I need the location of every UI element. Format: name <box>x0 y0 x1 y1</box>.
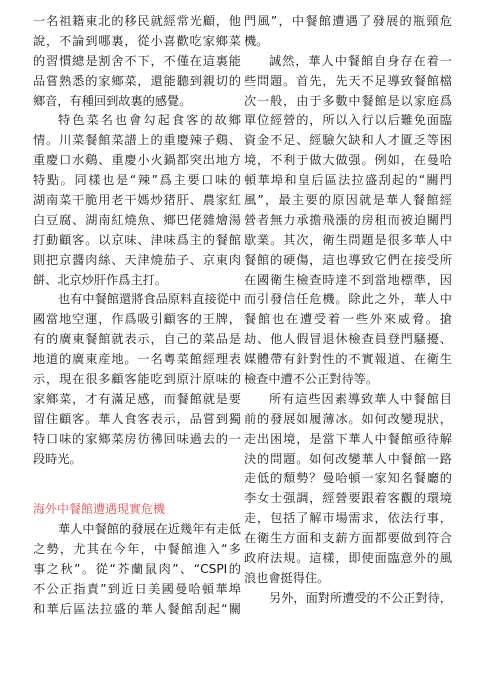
text-line: 走低的頹勢？曼哈頓一家知名餐廳的 <box>244 471 452 486</box>
text-line: 單位經營的，所以入行以后難免面臨 <box>244 113 452 128</box>
text-line: 華人中餐館的發展在近幾年有走低 <box>58 522 241 537</box>
text-line: 次一般，由于多數中餐館是以家庭爲 <box>244 93 452 108</box>
text-line: 之勢，尤其在今年，中餐館進入“多 <box>33 542 241 557</box>
text-line: 留住顧客。華人食客表示，品嘗到獨 <box>33 411 241 426</box>
text-line: 機。 <box>244 33 269 48</box>
text-line: 特色菜名也會勾起食客的故鄉 <box>58 113 241 128</box>
text-line: 一名祖籍東北的移民就經常光顧，他 <box>33 14 241 28</box>
text-line: 歇業。其次，衛生問題是很多華人中 <box>244 232 452 247</box>
text-line: 打動顧客。以京味、津味爲主的餐館 <box>33 232 241 247</box>
spacer <box>33 469 241 498</box>
text-line: 則把京醬肉絲、天津燒茄子、京東肉 <box>33 252 241 267</box>
text-line: 境，不利于做大做强。例如，在曼哈 <box>244 153 452 168</box>
text-line: 政府法規。這樣，即使面臨意外的風 <box>244 551 452 566</box>
text-line: 段時光。 <box>33 451 82 466</box>
text-line: 事之秋”。從“芥蘭鼠肉”、“CSPI的 <box>33 562 241 577</box>
text-line: 頓華埠和皇后區法拉盛刮起的“關門 <box>244 173 452 188</box>
text-line: 劫、他人假冒退休檢查員登門騷擾、 <box>244 332 452 347</box>
text-line: 所有這些因素導致華人中餐館目 <box>269 391 452 406</box>
text-line: 餐館也在遭受着一些外來威脅。搶 <box>244 312 452 327</box>
text-line: 和華后區法拉盛的華人餐館刮起“關 <box>33 601 241 616</box>
text-line: 說，不論到哪裏，從小喜歡吃家鄉菜 <box>33 33 241 48</box>
text-line: 前的發展如履薄冰。如何改變現狀， <box>244 411 452 426</box>
section-heading: 海外中餐館遭遇現實危機 <box>33 502 166 517</box>
text-line: 決的問題。如何改變華人中餐館一路 <box>244 451 452 466</box>
text-line: 誠然，華人中餐館自身存在着一 <box>269 53 452 68</box>
text-line: 也有中餐館還將食品原料直接從中 <box>58 292 241 307</box>
text-line: 走出困境，是當下華人中餐館亟待解 <box>244 431 452 446</box>
text-line: 湖南菜干脆用老干媽炒猪肝、農家紅 <box>33 193 241 208</box>
text-line: 風”，最主要的原因就是華人餐館經 <box>244 193 452 208</box>
text-line: 情。川菜餐館菜譜上的重慶辣子鷄、 <box>33 133 241 148</box>
text-line: 在國衛生檢查時達不到當地標準，因 <box>244 272 452 287</box>
text-line: 特點。同樣也是“辣”爲主要口味的 <box>33 173 241 188</box>
text-line: 門風”，中餐館遭遇了發展的瓶頸危 <box>244 14 452 28</box>
text-line: 特口味的家鄉菜房彷彿回味過去的一 <box>33 431 241 446</box>
text-line: 營者無力承擔飛漲的房租而被迫關門 <box>244 212 452 227</box>
text-line: 浪也會挺得住。 <box>244 570 330 585</box>
text-line: 媒體帶有針對性的不實報道、在衛生 <box>244 352 452 367</box>
text-line: 檢查中遭不公正對待等。 <box>244 372 379 387</box>
text-line: 國當地空運，作爲吸引顧客的王牌， <box>33 312 241 327</box>
text-line: 餐館的硬傷，這也導致它們在接受所 <box>244 252 452 267</box>
text-line: 品嘗熟悉的家鄉菜，還能聽到親切的 <box>33 73 241 88</box>
text-line: 在衛生方面和支薪方面都要做到符合 <box>244 531 452 546</box>
text-line: 重慶口水鷄、重慶小火鍋都突出地方 <box>33 153 241 168</box>
text-line: 些問題。首先，先天不足導致餐館檔 <box>244 73 452 88</box>
text-line: 走，包括了解市場需求，依法行事， <box>244 511 452 526</box>
text-line: 地道的廣東産地。一名粵菜館經理表 <box>33 352 241 367</box>
text-line: 的習慣總是割舍不下，不僅在這裏能 <box>33 53 241 68</box>
text-line: 資金不足、經驗欠缺和人才匱乏等困 <box>244 133 452 148</box>
text-line: 不公正指責”到近日美國曼哈頓華埠 <box>33 582 241 597</box>
text-line: 而引發信任危機。除此之外，華人中 <box>244 292 452 307</box>
right-column <box>244 12 452 609</box>
text-line: 家鄉菜，才有滿足感，而餐館就是要 <box>33 391 241 406</box>
text-line: 李女士强調，經營要跟着客觀的環境 <box>244 491 452 506</box>
left-column <box>33 12 241 620</box>
text-line: 示，現在很多顧客能吃到原汁原味的 <box>33 372 241 387</box>
text-line: 有的廣東餐館就表示，自己的菜品是 <box>33 332 241 347</box>
text-line: 餅、北京炒肝作爲主打。 <box>33 272 168 287</box>
text-line: 另外，面對所遭受的不公正對待， <box>269 590 452 605</box>
text-line: 鄉音，有種回到故裏的感覺。 <box>33 93 192 108</box>
text-line: 白豆腐、湖南紅燒魚、鄉巴佬雜燴湯 <box>33 212 241 227</box>
